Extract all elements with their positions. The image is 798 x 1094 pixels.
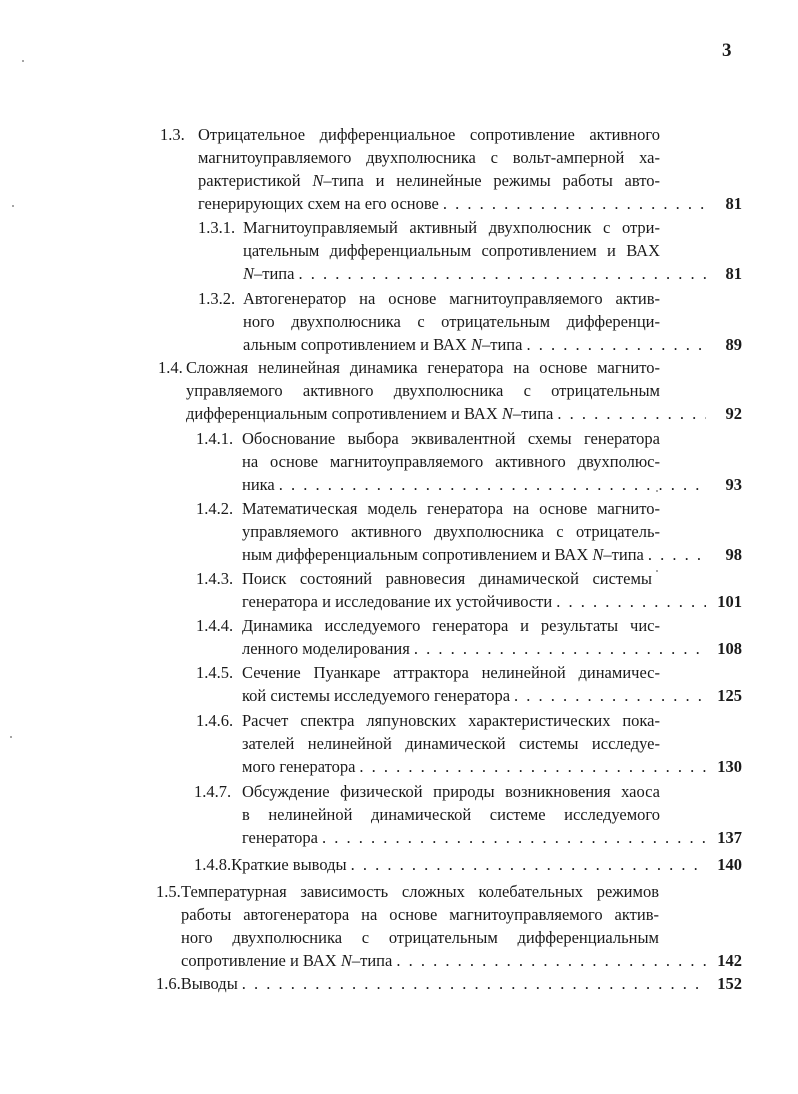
toc-page-number: 101 [717,592,742,611]
toc-page-number: 137 [717,828,742,847]
toc-entry-line: рактеристикой N–типа и нелинейные режимы работы авто- [198,171,660,190]
toc-entry-last-line: дифференциальным сопротивлением и ВАХ N–типа [186,404,554,423]
toc-entry-last-line: мого генератора [242,757,356,776]
toc-page-number: 89 [725,335,742,354]
toc-entry-number: 1.4.2. [196,499,234,518]
toc-entry-last-line: кой системы исследуемого генератора [242,686,511,705]
toc-entry-last-line: генерирующих схем на его основе [198,194,439,213]
toc-entry-last-line: Краткие выводы [231,855,347,874]
leader-dots [514,684,706,707]
toc-entry-last-line: N–типа [243,264,295,283]
toc-entry-number: 1.3.1. [198,218,236,237]
toc-page-number: 98 [725,545,742,564]
toc-entry-last-line: ным дифференциальным сопротивлением и ВАХ N–типа [242,545,644,564]
toc-entry-line: Сложная нелинейная динамика генератора на основе магнито- [186,358,660,377]
toc-entry-line: Математическая модель генератора на основе магнито- [242,499,660,518]
toc-entry-line: на основе магнитоуправляемого активного двухполюс- [242,452,660,471]
toc-page-number: 93 [725,475,742,494]
toc-entry-line: Магнитоуправляемый активный двухполюсник с отри- [243,218,660,237]
toc-entry-line: зателей нелинейной динамической системы исследуе- [242,734,660,753]
toc-entry-line: в нелинейной динамической системе исследуемого [242,805,660,824]
toc-entry-number: 1.3.2. [198,289,236,308]
leader-dots [443,192,706,215]
toc-page-number: 92 [725,404,742,423]
leader-dots [526,333,706,356]
scan-speck [12,205,14,207]
toc-page-number: 130 [717,757,742,776]
leader-dots [396,949,706,972]
toc-page-number: 142 [717,951,742,970]
toc-page-number: 125 [717,686,742,705]
toc-entry-line: Поиск состояний равновесия динамической системы [242,569,652,588]
page-number: 3 [722,40,732,61]
leader-dots [242,972,706,995]
toc-entry-last-line: генератора [242,828,318,847]
toc-entry-1-4-4[interactable] [196,614,742,660]
toc-entry-number: 1.3. [160,125,185,144]
toc-entry-line: управляемого активного двухполюсника с отрицательным [186,381,660,400]
leader-dots [351,853,706,876]
leader-dots [648,543,706,566]
leader-dots [414,637,706,660]
toc-entry-line: цательным дифференциальным сопротивлением и ВАХ [243,241,660,260]
toc-entry-last-line: генератора и исследование их устойчивости [242,592,553,611]
toc-entry-number: 1.4.7. [194,782,232,801]
toc-entry-number: 1.4. [158,358,183,377]
toc-entry-1-4[interactable] [158,356,742,425]
toc-page-number: 81 [725,264,742,283]
toc-entry-last-line: Выводы [180,974,238,993]
leader-dots [298,262,706,285]
scan-speck [656,570,658,572]
toc-entry-1-3-1[interactable] [198,216,742,285]
toc-entry-line: Отрицательное дифференциальное сопротивление активного [198,125,660,144]
toc-entry-1-4-8[interactable] [194,853,742,876]
toc-entry-1-4-2[interactable] [196,497,742,566]
toc-entry-1-4-3[interactable] [196,567,742,613]
toc-entry-line: Обоснование выбора эквивалентной схемы генератора [242,429,660,448]
toc-entry-last-line: сопротивление и ВАХ N–типа [181,951,393,970]
toc-page-number: 108 [717,639,742,658]
leader-dots [557,402,706,425]
toc-entry-1-5[interactable] [156,880,742,972]
toc-entry-number: 1.4.6. [196,711,234,730]
toc-entry-number: 1.4.4. [196,616,234,635]
scan-speck [656,490,658,492]
toc-entry-line: Обсуждение физической природы возникновения хаоса [242,782,660,801]
toc-entry-last-line: ника [242,475,275,494]
toc-entry-last-line: ленного моделирования [242,639,410,658]
toc-entry-line: ного двухполюсника с отрицательным дифференциальным [181,928,659,947]
toc-entry-last-line: альным сопротивлением и ВАХ N–типа [243,335,523,354]
toc-entry-line: работы автогенератора на основе магнитоуправляемого актив- [181,905,659,924]
toc-entry-1-4-5[interactable] [196,661,742,707]
toc-entry-line: магнитоуправляемого двухполюсника с вольт-амперной ха- [198,148,660,167]
toc-entry-line: Сечение Пуанкаре аттрактора нелинейной динамичес- [242,663,660,682]
toc-entry-1-4-1[interactable] [196,427,742,496]
leader-dots [322,826,706,849]
toc-entry-line: Динамика исследуемого генератора и результаты чис- [242,616,660,635]
toc-entry-number: 1.4.8. [194,855,232,874]
toc-entry-number: 1.4.5. [196,663,234,682]
toc-entry-number: 1.5. [156,882,181,901]
toc-entry-line: Автогенератор на основе магнитоуправляемого актив- [243,289,660,308]
toc-page-number: 140 [717,855,742,874]
toc-entry-line: ного двухполюсника с отрицательным дифференци- [243,312,660,331]
toc-entry-1-4-6[interactable] [196,709,742,778]
leader-dots [359,755,706,778]
leader-dots [279,473,706,496]
toc-page-number: 152 [717,974,742,993]
toc-entry-line: управляемого активного двухполюсника с отрицатель- [242,522,660,541]
toc-page-number: 81 [725,194,742,213]
scan-speck [10,736,12,738]
toc-entry-1-3-2[interactable] [198,287,742,356]
toc-entry-line: Температурная зависимость сложных колебательных режимов [181,882,659,901]
leader-dots [556,590,706,613]
toc-entry-line: Расчет спектра ляпуновских характеристических пока- [242,711,660,730]
toc-entry-1-6[interactable] [156,972,742,995]
scan-speck [22,60,24,62]
toc-entry-1-4-7[interactable] [194,780,742,849]
toc-entry-number: 1.4.3. [196,569,234,588]
toc-entry-number: 1.6. [156,974,181,993]
toc-entry-1-3[interactable] [160,123,742,215]
toc-entry-number: 1.4.1. [196,429,234,448]
